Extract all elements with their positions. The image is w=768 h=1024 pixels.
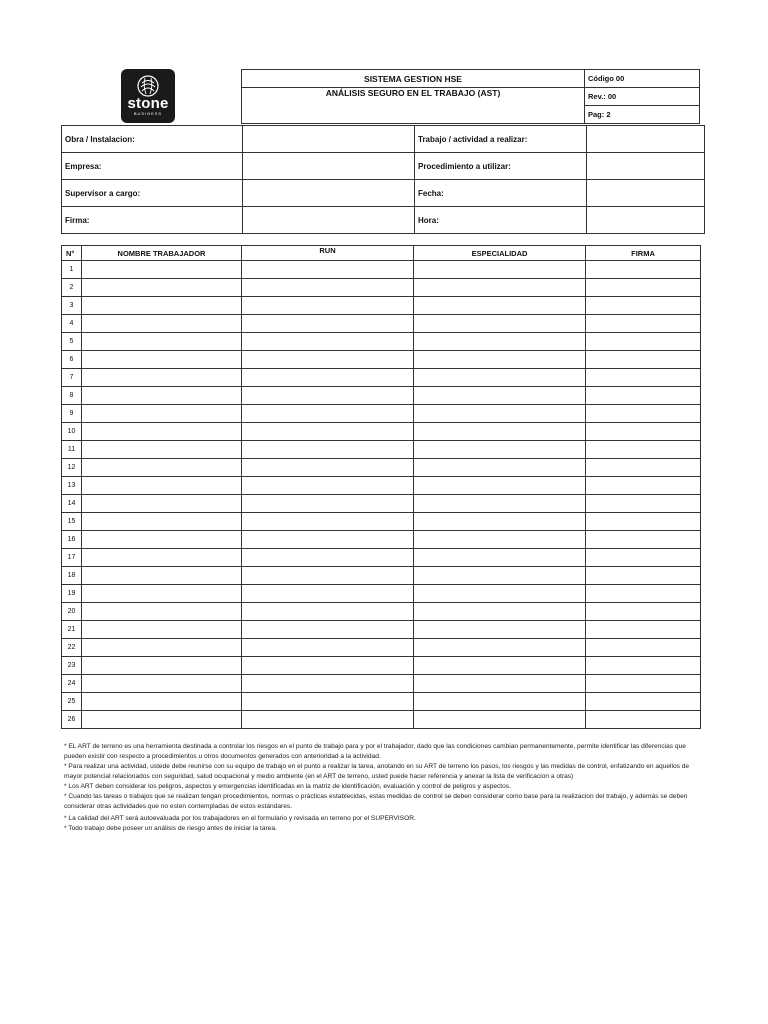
workers-table: [61, 245, 701, 729]
worker-row: [62, 675, 701, 693]
worker-signature-cell[interactable]: [586, 567, 701, 585]
worker-row: [62, 279, 701, 297]
worker-signature-cell[interactable]: [586, 405, 701, 423]
worker-specialty-cell[interactable]: [414, 441, 586, 459]
worker-specialty-cell[interactable]: [414, 315, 586, 333]
worker-name-cell[interactable]: [82, 477, 242, 495]
worker-row-number: 26: [62, 711, 82, 729]
worker-run-cell[interactable]: [242, 333, 414, 351]
worker-row-number: 7: [62, 369, 82, 387]
worker-specialty-cell[interactable]: [414, 423, 586, 441]
worker-specialty-cell[interactable]: [414, 279, 586, 297]
worker-specialty-cell[interactable]: [414, 459, 586, 477]
worker-specialty-cell[interactable]: [414, 333, 586, 351]
worker-specialty-cell[interactable]: [414, 495, 586, 513]
worker-row: [62, 549, 701, 567]
worker-signature-cell[interactable]: [586, 297, 701, 315]
hora-label: Hora:: [415, 207, 587, 234]
worker-row-number: 6: [62, 351, 82, 369]
worker-run-cell[interactable]: [242, 477, 414, 495]
worker-name-cell[interactable]: [82, 567, 242, 585]
worker-name-cell[interactable]: [82, 513, 242, 531]
worker-specialty-cell[interactable]: [414, 261, 586, 279]
worker-row-number: 17: [62, 549, 82, 567]
worker-row-number: 11: [62, 441, 82, 459]
worker-row: [62, 369, 701, 387]
worker-signature-cell[interactable]: [586, 333, 701, 351]
note-item: * Cuando las tareas o trabajos que se realizan tengan procedimientos, normas o prácticas establecidas, estas medidas de control se deben considerar como base para la realizacion del trabajo, y además se deben considerar otras actividades que no esten contempladas de estos estándares.: [64, 793, 688, 810]
note-item: * Los ART deben considerar los peligros, aspectos y emergencias identificadas en la matriz de identificación, evaluación y control de peligros y aspectos.: [64, 783, 511, 790]
worker-specialty-cell[interactable]: [414, 513, 586, 531]
worker-row: [62, 387, 701, 405]
worker-name-cell[interactable]: [82, 585, 242, 603]
worker-run-cell[interactable]: [242, 603, 414, 621]
worker-run-cell[interactable]: [242, 585, 414, 603]
worker-row-number: 3: [62, 297, 82, 315]
worker-specialty-cell[interactable]: [414, 621, 586, 639]
worker-row: [62, 459, 701, 477]
worker-name-cell[interactable]: [82, 693, 242, 711]
worker-row-number: 23: [62, 657, 82, 675]
worker-run-cell[interactable]: [242, 297, 414, 315]
firma-label: Firma:: [62, 207, 243, 234]
supervisor-label: Supervisor a cargo:: [62, 180, 243, 207]
notes-section: [64, 742, 704, 834]
worker-specialty-cell[interactable]: [414, 351, 586, 369]
worker-signature-cell[interactable]: [586, 495, 701, 513]
worker-name-cell[interactable]: [82, 531, 242, 549]
worker-row-number: 18: [62, 567, 82, 585]
worker-name-cell[interactable]: [82, 711, 242, 729]
worker-row-number: 20: [62, 603, 82, 621]
worker-name-cell[interactable]: [82, 297, 242, 315]
worker-specialty-cell[interactable]: [414, 675, 586, 693]
empresa-field[interactable]: [243, 153, 415, 180]
worker-run-cell[interactable]: [242, 621, 414, 639]
col-name-header: NOMBRE TRABAJADOR: [82, 246, 242, 261]
worker-name-cell[interactable]: [82, 387, 242, 405]
page-label: Pag: 2: [585, 106, 700, 124]
worker-run-cell[interactable]: [242, 675, 414, 693]
worker-row-number: 24: [62, 675, 82, 693]
worker-signature-cell[interactable]: [586, 459, 701, 477]
procedimiento-field[interactable]: [587, 153, 705, 180]
empresa-label: Empresa:: [62, 153, 243, 180]
worker-run-cell[interactable]: [242, 657, 414, 675]
worker-run-cell[interactable]: [242, 387, 414, 405]
obra-field[interactable]: [243, 126, 415, 153]
worker-signature-cell[interactable]: [586, 351, 701, 369]
worker-row: [62, 711, 701, 729]
worker-specialty-cell[interactable]: [414, 387, 586, 405]
worker-row: [62, 297, 701, 315]
worker-row: [62, 423, 701, 441]
worker-row-number: 2: [62, 279, 82, 297]
worker-specialty-cell[interactable]: [414, 585, 586, 603]
worker-row-number: 25: [62, 693, 82, 711]
firma-field[interactable]: [243, 207, 415, 234]
col-run-header: RUN: [242, 246, 414, 261]
worker-run-cell[interactable]: [242, 351, 414, 369]
worker-run-cell[interactable]: [242, 423, 414, 441]
col-specialty-header: ESPECIALIDAD: [414, 246, 586, 261]
worker-specialty-cell[interactable]: [414, 297, 586, 315]
worker-signature-cell[interactable]: [586, 513, 701, 531]
worker-specialty-cell[interactable]: [414, 693, 586, 711]
worker-row: [62, 693, 701, 711]
note-item: * La calidad del ART será autoevaluada por los trabajadores en el formulario y revisada en terreno por el SUPERVISOR.: [64, 815, 416, 822]
worker-row-number: 10: [62, 423, 82, 441]
worker-signature-cell[interactable]: [586, 603, 701, 621]
worker-row-number: 16: [62, 531, 82, 549]
worker-row: [62, 603, 701, 621]
worker-signature-cell[interactable]: [586, 657, 701, 675]
worker-name-cell[interactable]: [82, 423, 242, 441]
worker-signature-cell[interactable]: [586, 315, 701, 333]
worker-specialty-cell[interactable]: [414, 657, 586, 675]
note-item: * Todo trabajo debe poseer un análisis de riesgo antes de iniciar la tarea.: [64, 825, 277, 832]
worker-name-cell[interactable]: [82, 351, 242, 369]
worker-row-number: 8: [62, 387, 82, 405]
worker-row-number: 9: [62, 405, 82, 423]
worker-signature-cell[interactable]: [586, 693, 701, 711]
revision-label: Rev.: 00: [585, 88, 700, 106]
fecha-field[interactable]: [587, 180, 705, 207]
worker-row: [62, 333, 701, 351]
worker-name-cell[interactable]: [82, 495, 242, 513]
worker-signature-cell[interactable]: [586, 639, 701, 657]
worker-specialty-cell[interactable]: [414, 531, 586, 549]
worker-run-cell[interactable]: [242, 513, 414, 531]
worker-run-cell[interactable]: [242, 279, 414, 297]
fecha-label: Fecha:: [415, 180, 587, 207]
worker-specialty-cell[interactable]: [414, 477, 586, 495]
worker-name-cell[interactable]: [82, 441, 242, 459]
worker-row-number: 12: [62, 459, 82, 477]
worker-name-cell[interactable]: [82, 459, 242, 477]
worker-specialty-cell[interactable]: [414, 567, 586, 585]
worker-name-cell[interactable]: [82, 621, 242, 639]
document-code: Código 00: [585, 70, 700, 88]
worker-row: [62, 405, 701, 423]
worker-row: [62, 621, 701, 639]
worker-run-cell[interactable]: [242, 315, 414, 333]
supervisor-field[interactable]: [243, 180, 415, 207]
worker-run-cell[interactable]: [242, 531, 414, 549]
worker-signature-cell[interactable]: [586, 675, 701, 693]
worker-run-cell[interactable]: [242, 639, 414, 657]
worker-run-cell[interactable]: [242, 261, 414, 279]
worker-run-cell[interactable]: [242, 441, 414, 459]
worker-signature-cell[interactable]: [586, 711, 701, 729]
worker-row-number: 5: [62, 333, 82, 351]
worker-row-number: 13: [62, 477, 82, 495]
workers-body: [62, 261, 701, 729]
company-logo: [121, 69, 175, 123]
worker-run-cell[interactable]: [242, 459, 414, 477]
hora-field[interactable]: [587, 207, 705, 234]
trabajo-label: Trabajo / actividad a realizar:: [415, 126, 587, 153]
worker-row: [62, 261, 701, 279]
worker-signature-cell[interactable]: [586, 585, 701, 603]
worker-row: [62, 495, 701, 513]
header-table: [241, 69, 700, 124]
worker-specialty-cell[interactable]: [414, 639, 586, 657]
worker-specialty-cell[interactable]: [414, 405, 586, 423]
worker-signature-cell[interactable]: [586, 369, 701, 387]
worker-run-cell[interactable]: [242, 405, 414, 423]
worker-signature-cell[interactable]: [586, 531, 701, 549]
system-title: SISTEMA GESTION HSE: [242, 70, 585, 88]
worker-row: [62, 441, 701, 459]
worker-run-cell[interactable]: [242, 711, 414, 729]
trabajo-field[interactable]: [587, 126, 705, 153]
worker-row-number: 4: [62, 315, 82, 333]
worker-name-cell[interactable]: [82, 639, 242, 657]
col-signature-header: FIRMA: [586, 246, 701, 261]
worker-specialty-cell[interactable]: [414, 369, 586, 387]
worker-signature-cell[interactable]: [586, 279, 701, 297]
worker-specialty-cell[interactable]: [414, 549, 586, 567]
worker-row: [62, 585, 701, 603]
worker-run-cell[interactable]: [242, 495, 414, 513]
col-number-header: N°: [62, 246, 82, 261]
worker-row-number: 19: [62, 585, 82, 603]
worker-row-number: 21: [62, 621, 82, 639]
worker-row-number: 14: [62, 495, 82, 513]
worker-row: [62, 351, 701, 369]
worker-row-number: 22: [62, 639, 82, 657]
worker-name-cell[interactable]: [82, 657, 242, 675]
worker-run-cell[interactable]: [242, 693, 414, 711]
worker-signature-cell[interactable]: [586, 477, 701, 495]
workers-header-row: [62, 246, 701, 261]
info-table: [61, 125, 705, 234]
note-item: * EL ART de terreno es una herramienta destinada a controlar los riesgos en el punto de trabajo para y por el trabajador, dado que las condiciones cambian permanentemente, permite identificar las diferencias que pueden existir con respecto a procedimientos u otros documentos generados con anterioridad a la actividad.: [64, 743, 686, 760]
worker-row: [62, 639, 701, 657]
worker-name-cell[interactable]: [82, 315, 242, 333]
logo-wordmark: stone: [127, 95, 169, 112]
worker-row: [62, 657, 701, 675]
worker-signature-cell[interactable]: [586, 621, 701, 639]
worker-name-cell[interactable]: [82, 675, 242, 693]
worker-signature-cell[interactable]: [586, 261, 701, 279]
worker-run-cell[interactable]: [242, 549, 414, 567]
worker-name-cell[interactable]: [82, 279, 242, 297]
worker-run-cell[interactable]: [242, 369, 414, 387]
logo-subtitle: BUSINESS: [133, 111, 163, 116]
worker-specialty-cell[interactable]: [414, 711, 586, 729]
worker-row: [62, 531, 701, 549]
worker-signature-cell[interactable]: [586, 441, 701, 459]
worker-name-cell[interactable]: [82, 369, 242, 387]
worker-name-cell[interactable]: [82, 603, 242, 621]
worker-name-cell[interactable]: [82, 549, 242, 567]
worker-signature-cell[interactable]: [586, 423, 701, 441]
worker-row: [62, 315, 701, 333]
worker-specialty-cell[interactable]: [414, 603, 586, 621]
worker-row: [62, 513, 701, 531]
note-item: * Para realizar una actividad, ustede debe reunirse con su equipo de trabajo en el punto a realizar la tarea, anotando en su ART de terreno los pasos, los riesgos y las medidas de control, enfatizando en aquellos de mayor potencial relacionados con seguridad, salud ocupacional y medio ambiente (en el ART de terreno, usted puede hacer referencia y anexar la lista de verificacion a otras): [64, 763, 690, 780]
worker-name-cell[interactable]: [82, 333, 242, 351]
worker-name-cell[interactable]: [82, 261, 242, 279]
obra-label: Obra / Instalacion:: [62, 126, 243, 153]
worker-signature-cell[interactable]: [586, 387, 701, 405]
worker-row: [62, 567, 701, 585]
worker-signature-cell[interactable]: [586, 549, 701, 567]
worker-row-number: 1: [62, 261, 82, 279]
procedimiento-label: Procedimiento a utilizar:: [415, 153, 587, 180]
document-title: ANÁLISIS SEGURO EN EL TRABAJO (AST): [242, 88, 585, 124]
worker-run-cell[interactable]: [242, 567, 414, 585]
worker-row: [62, 477, 701, 495]
worker-name-cell[interactable]: [82, 405, 242, 423]
worker-row-number: 15: [62, 513, 82, 531]
